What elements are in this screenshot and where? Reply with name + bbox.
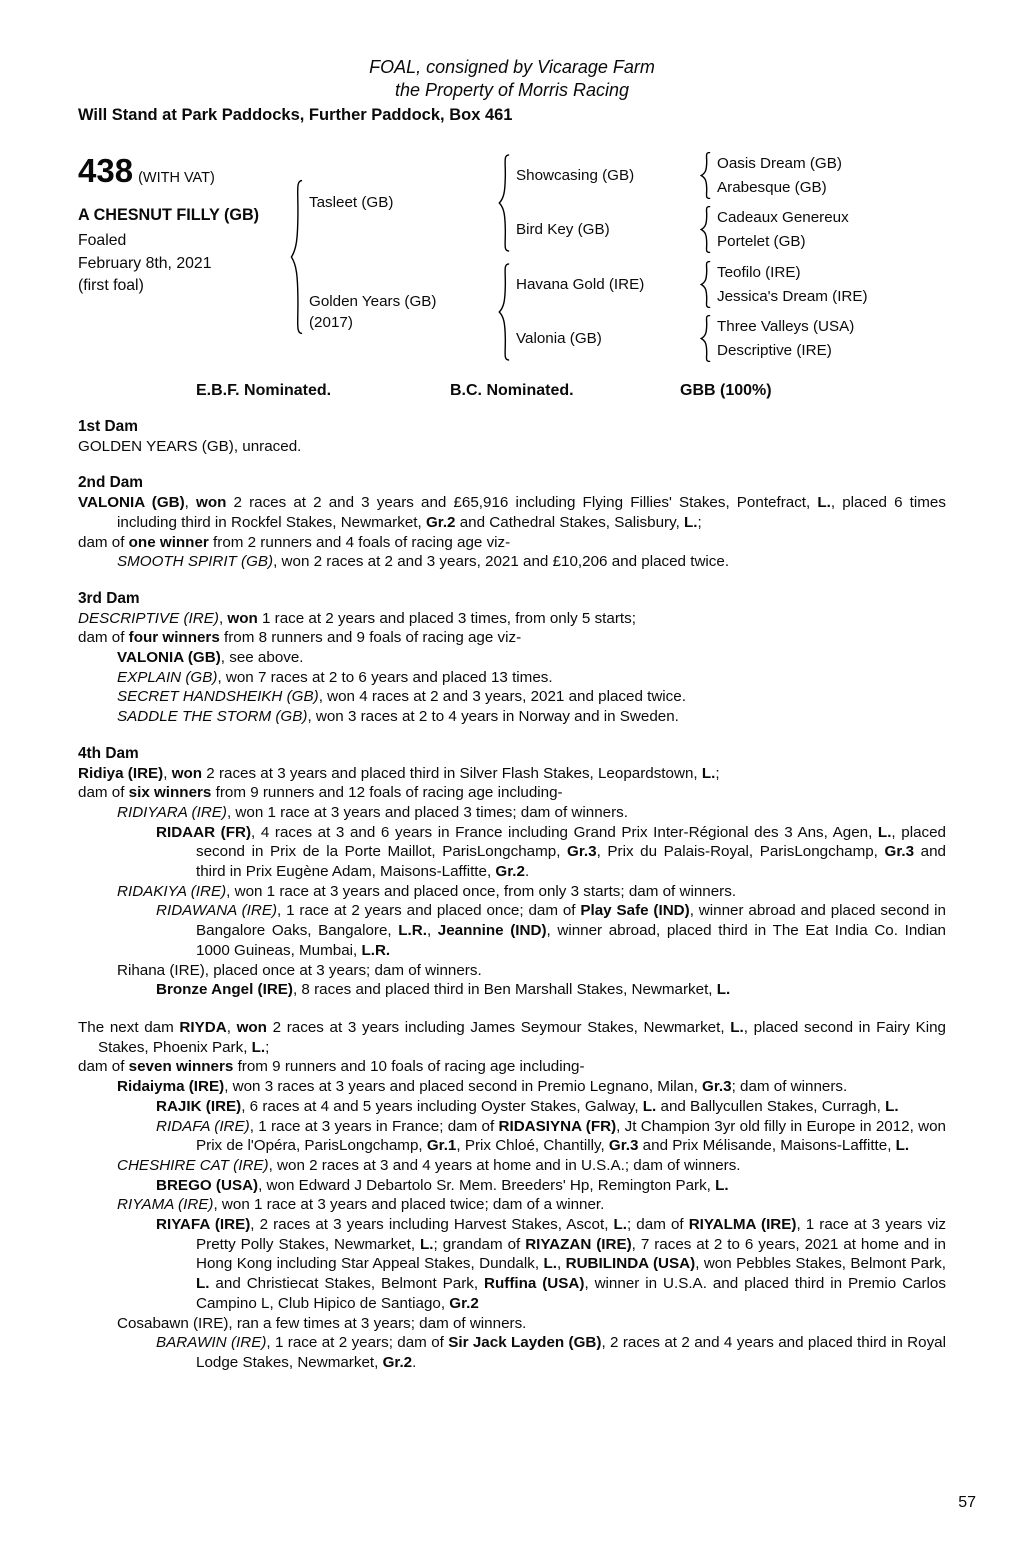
pedigree-paragraph bbox=[78, 533, 946, 553]
vat-note: (WITH VAT) bbox=[138, 170, 215, 186]
text-run: ; dam of winners. bbox=[731, 1078, 848, 1096]
text-run: RIYAMA (IRE) bbox=[117, 1196, 214, 1214]
text-run: EXPLAIN (GB) bbox=[117, 668, 218, 686]
pedigree-quarter bbox=[516, 315, 868, 362]
text-run: , Jt Champion 3yr old filly in Europe in 2012, won Prix de l'Opéra, ParisLongchamp, bbox=[196, 1117, 946, 1155]
pedigree-paragraph bbox=[78, 609, 946, 629]
page-number: 57 bbox=[958, 1494, 976, 1511]
text-run: , placed second in Fairy King Stakes, Phoenix Park, bbox=[98, 1018, 946, 1056]
text-run: L. bbox=[730, 1018, 744, 1036]
text-run: 2 races at 2 and 3 years and £65,916 including Flying Fillies' Stakes, Pontefract, bbox=[226, 494, 818, 512]
pedigree-paragraph bbox=[78, 882, 946, 902]
text-run: , winner in U.S.A. and placed third in Premio Carlos Campino L, Club Hipico de Santiago, bbox=[196, 1275, 946, 1312]
pedigree-paragraph bbox=[78, 1195, 946, 1215]
text-run: Gr.3 bbox=[567, 843, 597, 861]
text-run: , 1 race at 3 years in France; dam of bbox=[249, 1117, 499, 1135]
great-grandparent-name: Cadeaux Genereux bbox=[717, 209, 849, 226]
text-run: , 4 races at 3 and 6 years in France including Grand Prix Inter-Régional des 3 Ans, Agen, bbox=[251, 823, 878, 841]
pedigree-paragraph bbox=[78, 552, 946, 572]
text-run: 1 race at 2 years and placed 3 times, from only 5 starts; bbox=[257, 609, 636, 627]
text-run: RIDAWANA (IRE) bbox=[156, 902, 278, 920]
text-run: from 9 runners and 12 foals of racing age including- bbox=[211, 784, 563, 802]
text-run: L. bbox=[613, 1216, 627, 1234]
text-run: , won 1 race at 3 years and placed twice; dam of a winner. bbox=[213, 1196, 605, 1214]
text-run: RIYAZAN (IRE) bbox=[525, 1235, 632, 1253]
grandparent-name: Havana Gold (IRE) bbox=[516, 276, 645, 293]
text-run: Gr.1 bbox=[426, 1137, 457, 1155]
text-run: ; bbox=[715, 764, 720, 782]
text-run: . bbox=[412, 1353, 417, 1371]
text-run: , Prix Chloé, Chantilly, bbox=[456, 1137, 609, 1155]
text-run: , placed second in Prix de la Porte Maillot, ParisLongchamp, bbox=[196, 823, 947, 861]
text-run: , 1 race at 2 years; dam of bbox=[266, 1334, 449, 1352]
pedigree-paragraph bbox=[78, 1333, 946, 1372]
pedigree-paragraph bbox=[78, 901, 946, 960]
text-run: , won Edward J Debartolo Sr. Mem. Breeders' Hp, Remington Park, bbox=[258, 1176, 716, 1194]
nominations-line bbox=[78, 382, 946, 400]
text-run: RUBILINDA (USA) bbox=[565, 1255, 696, 1273]
text-run: RIDASIYNA (FR) bbox=[498, 1117, 617, 1135]
text-run: Gr.2 bbox=[382, 1353, 413, 1371]
sire-branch bbox=[309, 152, 868, 253]
great-grandparents bbox=[717, 153, 842, 198]
lot-column bbox=[78, 152, 290, 362]
text-run: and Cathedral Stakes, Salisbury, bbox=[455, 513, 685, 531]
text-run: Ridaiyma (IRE) bbox=[117, 1078, 225, 1096]
pedigree-paragraph bbox=[78, 1018, 946, 1057]
pedigree-paragraph bbox=[78, 1314, 946, 1334]
text-run: Gr.3 bbox=[608, 1137, 639, 1155]
pedigree-paragraph bbox=[78, 1215, 946, 1314]
ebf-nomination: E.B.F. Nominated. bbox=[196, 382, 332, 399]
dam-section-heading: 3rd Dam bbox=[78, 589, 140, 607]
text-run: , won 1 race at 3 years and placed once, from only 3 starts; dam of winners. bbox=[226, 882, 737, 900]
brace-icon bbox=[290, 179, 303, 335]
text-run: L. bbox=[420, 1235, 434, 1253]
text-run: from 2 runners and 4 foals of racing age viz- bbox=[208, 533, 511, 551]
stand-location-line: Will Stand at Park Paddocks, Further Paddock, Box 461 bbox=[78, 106, 513, 124]
text-run: , Prix du Palais-Royal, ParisLongchamp, bbox=[596, 843, 885, 861]
text-run: , won 2 races at 3 and 4 years at home and in U.S.A.; dam of winners. bbox=[268, 1156, 741, 1174]
text-run: L. bbox=[701, 764, 716, 782]
grandparent-name: Showcasing (GB) bbox=[516, 167, 635, 184]
text-run: Gr.2 bbox=[425, 513, 456, 531]
pedigree-quarter bbox=[516, 206, 849, 253]
pedigree-paragraph bbox=[78, 437, 946, 457]
text-run: The next dam bbox=[78, 1018, 180, 1036]
foaled-label: Foaled bbox=[78, 232, 127, 249]
sire-name: Tasleet (GB) bbox=[309, 194, 394, 211]
text-run: RIYALMA (IRE) bbox=[688, 1216, 797, 1234]
great-grandparent-name: Arabesque (GB) bbox=[717, 179, 827, 196]
text-run: L. bbox=[642, 1097, 657, 1115]
text-run: ; bbox=[265, 1038, 270, 1056]
text-run: Cosabawn (IRE), ran a few times at 3 years; dam of winners. bbox=[117, 1314, 527, 1332]
text-run: , bbox=[226, 1018, 237, 1036]
lot-number: 438 bbox=[78, 152, 134, 189]
text-run: Gr.2 bbox=[495, 863, 525, 881]
text-run: DESCRIPTIVE (IRE) bbox=[78, 609, 219, 627]
text-run: , 7 races at 2 to 6 years, 2021 at home and in Hong Kong including Star Appeal Stakes, Dundalk, bbox=[196, 1235, 946, 1273]
pedigree-paragraph bbox=[78, 783, 946, 803]
text-run: , bbox=[163, 764, 172, 782]
text-run: , 2 races at 2 and 4 years and placed third in Royal Lodge Stakes, Newmarket, bbox=[196, 1334, 946, 1371]
pedigree-paragraph bbox=[78, 1117, 946, 1156]
text-run: dam of bbox=[78, 784, 129, 802]
sire-quarters bbox=[516, 152, 849, 253]
text-run: 2 races at 3 years including James Seymour Stakes, Newmarket, bbox=[266, 1018, 731, 1036]
bc-nomination: B.C. Nominated. bbox=[450, 382, 574, 399]
text-run: L.R. bbox=[398, 922, 427, 940]
text-run: Sir Jack Layden (GB) bbox=[448, 1334, 602, 1352]
text-run: and Prix Mélisande, Maisons-Laffitte, bbox=[638, 1137, 896, 1155]
great-grandparent-name: Descriptive (IRE) bbox=[717, 342, 832, 359]
text-run: ; grandam of bbox=[433, 1235, 526, 1253]
text-run: dam of bbox=[78, 1058, 129, 1076]
text-run: VALONIA (GB) bbox=[117, 649, 221, 667]
pedigree-paragraph bbox=[78, 687, 946, 707]
pedigree-paragraph bbox=[78, 764, 946, 784]
text-run: , bbox=[556, 1255, 566, 1273]
text-run: Jeannine (IND) bbox=[437, 922, 547, 940]
text-run: Gr.3 bbox=[884, 843, 915, 861]
text-run: RIDAAR (FR) bbox=[156, 823, 252, 841]
text-run: L. bbox=[543, 1255, 557, 1273]
pedigree-paragraph bbox=[78, 1156, 946, 1176]
grandparent-name: Bird Key (GB) bbox=[516, 221, 610, 238]
pedigree-tree bbox=[290, 152, 946, 362]
text-run: from 8 runners and 9 foals of racing age viz- bbox=[219, 629, 522, 647]
text-run: four winners bbox=[128, 629, 220, 647]
text-run: RIDIYARA (IRE) bbox=[117, 803, 227, 821]
pedigree-quarter bbox=[516, 152, 849, 199]
text-run: Ridiya (IRE) bbox=[78, 764, 164, 782]
text-run: from 9 runners and 10 foals of racing age including- bbox=[233, 1058, 585, 1076]
dam-year: (2017) bbox=[309, 313, 353, 331]
text-run: BREGO (USA) bbox=[156, 1176, 259, 1194]
text-run: , bbox=[184, 494, 197, 512]
text-run: dam of bbox=[78, 533, 129, 551]
text-run: seven winners bbox=[128, 1058, 234, 1076]
text-run: won bbox=[171, 764, 203, 782]
text-run: , won 1 race at 3 years and placed 3 times; dam of winners. bbox=[226, 803, 628, 821]
text-run: , won 4 races at 2 and 3 years, 2021 and placed twice. bbox=[318, 688, 686, 706]
text-run: ; bbox=[697, 513, 702, 531]
pedigree-paragraph bbox=[78, 980, 946, 1000]
first-foal-note: (first foal) bbox=[78, 277, 144, 294]
great-grandparents bbox=[717, 262, 868, 307]
pedigree-halves bbox=[309, 152, 868, 362]
pedigree-paragraph bbox=[78, 628, 946, 648]
text-run: won bbox=[236, 1018, 267, 1036]
foaled-date: February 8th, 2021 bbox=[78, 254, 212, 272]
pedigree-paragraph bbox=[78, 648, 946, 668]
text-run: SECRET HANDSHEIKH (GB) bbox=[117, 688, 319, 706]
foal-description bbox=[78, 204, 290, 298]
pedigree-paragraph bbox=[78, 493, 946, 532]
text-run: L.R. bbox=[361, 941, 391, 959]
lot-line bbox=[78, 152, 290, 190]
text-run: and Ballycullen Stakes, Curragh, bbox=[656, 1097, 886, 1115]
dam-section-heading: 1st Dam bbox=[78, 418, 138, 435]
text-run: , bbox=[426, 922, 438, 940]
gbb-status: GBB (100%) bbox=[680, 382, 772, 399]
pedigree-paragraph bbox=[78, 803, 946, 823]
text-run: won bbox=[227, 609, 258, 627]
dam-quarters bbox=[516, 261, 868, 362]
great-grandparents bbox=[717, 207, 849, 252]
brace-icon bbox=[700, 315, 711, 362]
great-grandparent-name: Oasis Dream (GB) bbox=[717, 155, 842, 172]
pedigree-paragraph bbox=[78, 1097, 946, 1117]
text-run: RIDAKIYA (IRE) bbox=[117, 882, 227, 900]
dam-section-heading: 2nd Dam bbox=[78, 474, 143, 492]
text-run: L. bbox=[196, 1275, 210, 1293]
text-run: . bbox=[524, 863, 530, 881]
great-grandparent-name: Jessica's Dream (IRE) bbox=[717, 288, 868, 305]
text-run: L. bbox=[684, 513, 698, 531]
text-run: RAJIK (IRE) bbox=[156, 1097, 242, 1115]
text-run: , winner abroad and placed second in Bangalore Oaks, Bangalore, bbox=[196, 902, 946, 940]
text-run: Rihana (IRE), placed once at 3 years; dam of winners. bbox=[117, 961, 482, 979]
text-run: Ruffina (USA) bbox=[484, 1275, 585, 1293]
text-run: , placed 6 times including third in Rockfel Stakes, Newmarket, bbox=[117, 494, 946, 531]
text-run: Gr.2 bbox=[449, 1294, 479, 1312]
text-run: , won 3 races at 3 years and placed second in Premio Legnano, Milan, bbox=[224, 1078, 703, 1096]
brace-icon bbox=[700, 152, 711, 199]
brace-icon bbox=[700, 206, 711, 253]
text-run: six winners bbox=[128, 784, 212, 802]
dam-name-block bbox=[309, 291, 492, 333]
foal-name: A CHESNUT FILLY (GB) bbox=[78, 206, 260, 224]
grandparent-name: Valonia (GB) bbox=[516, 330, 602, 347]
text-run: and third in Prix Eugène Adam, Maisons-Laffitte, bbox=[196, 843, 946, 881]
text-run: , 2 races at 3 years including Harvest Stakes, Ascot, bbox=[250, 1216, 614, 1234]
text-run: , see above. bbox=[220, 649, 304, 667]
text-run: , won Pebbles Stakes, Belmont Park, bbox=[695, 1255, 946, 1273]
text-run: RIDAFA (IRE) bbox=[156, 1117, 250, 1135]
great-grandparent-name: Portelet (GB) bbox=[717, 233, 806, 250]
text-run: VALONIA (GB) bbox=[78, 494, 185, 512]
text-run: , winner abroad, placed third in The Eat India Co. Indian 1000 Guineas, Mumbai, bbox=[196, 922, 946, 959]
text-run: SMOOTH SPIRIT (GB) bbox=[117, 553, 274, 571]
text-run: RIYDA bbox=[179, 1018, 227, 1036]
pedigree-paragraph bbox=[78, 961, 946, 981]
pedigree-paragraph bbox=[78, 668, 946, 688]
text-run: RIYAFA (IRE) bbox=[156, 1216, 251, 1234]
text-run: won bbox=[196, 494, 227, 512]
pedigree-paragraph bbox=[78, 1077, 946, 1097]
pedigree-block bbox=[78, 152, 946, 362]
text-run: , 6 races at 4 and 5 years including Oyster Stakes, Galway, bbox=[241, 1097, 643, 1115]
pedigree-paragraph bbox=[78, 823, 946, 882]
text-run: L. bbox=[895, 1137, 910, 1155]
pedigree-quarter bbox=[516, 261, 868, 308]
text-run: L. bbox=[885, 1097, 899, 1115]
text-run: ; dam of bbox=[627, 1216, 689, 1234]
text-run: , 1 race at 2 years and placed once; dam of bbox=[277, 902, 581, 920]
brace-icon bbox=[498, 263, 510, 361]
text-run: Bronze Angel (IRE) bbox=[156, 981, 293, 999]
brace-icon bbox=[498, 154, 510, 252]
text-run: L. bbox=[251, 1038, 266, 1056]
text-run: L. bbox=[716, 981, 731, 999]
text-run: , won 7 races at 2 to 6 years and placed 13 times. bbox=[217, 668, 553, 686]
catalog-body bbox=[78, 417, 946, 1373]
consignor-line: FOAL, consigned by Vicarage Farm bbox=[369, 57, 655, 77]
text-run: and Christiecat Stakes, Belmont Park, bbox=[209, 1275, 485, 1293]
text-run: one winner bbox=[128, 533, 209, 551]
great-grandparent-name: Three Valleys (USA) bbox=[717, 318, 855, 335]
text-run: , won 3 races at 2 to 4 years in Norway and in Sweden. bbox=[307, 708, 679, 726]
text-run: Gr.3 bbox=[702, 1078, 732, 1096]
text-run: , bbox=[218, 609, 228, 627]
great-grandparents bbox=[717, 316, 854, 361]
text-run: , won 2 races at 2 and 3 years, 2021 and £10,206 and placed twice. bbox=[273, 553, 730, 571]
text-run: , 8 races and placed third in Ben Marshall Stakes, Newmarket, bbox=[292, 981, 717, 999]
pedigree-paragraph bbox=[78, 1176, 946, 1196]
text-run: BARAWIN (IRE) bbox=[156, 1334, 267, 1352]
dam-section-heading: 4th Dam bbox=[78, 744, 139, 762]
text-run: CHESHIRE CAT (IRE) bbox=[117, 1156, 269, 1174]
text-run: , 1 race at 3 years viz Pretty Polly Stakes, Newmarket, bbox=[196, 1216, 947, 1253]
dam-branch bbox=[309, 261, 868, 362]
text-run: L. bbox=[817, 494, 831, 512]
great-grandparent-name: Teofilo (IRE) bbox=[717, 264, 801, 281]
text-run: L. bbox=[877, 823, 892, 841]
text-run: SADDLE THE STORM (GB) bbox=[117, 708, 308, 726]
property-line: the Property of Morris Racing bbox=[394, 80, 630, 100]
text-run: GOLDEN YEARS (GB), unraced. bbox=[78, 437, 302, 455]
pedigree-paragraph bbox=[78, 1057, 946, 1077]
text-run: dam of bbox=[78, 629, 129, 647]
text-run: Play Safe (IND) bbox=[580, 902, 690, 920]
dam-name: Golden Years (GB) bbox=[309, 292, 437, 310]
brace-icon bbox=[700, 261, 711, 308]
text-run: L. bbox=[715, 1176, 729, 1194]
pedigree-paragraph bbox=[78, 707, 946, 727]
text-run: 2 races at 3 years and placed third in Silver Flash Stakes, Leopardstown, bbox=[202, 764, 702, 782]
